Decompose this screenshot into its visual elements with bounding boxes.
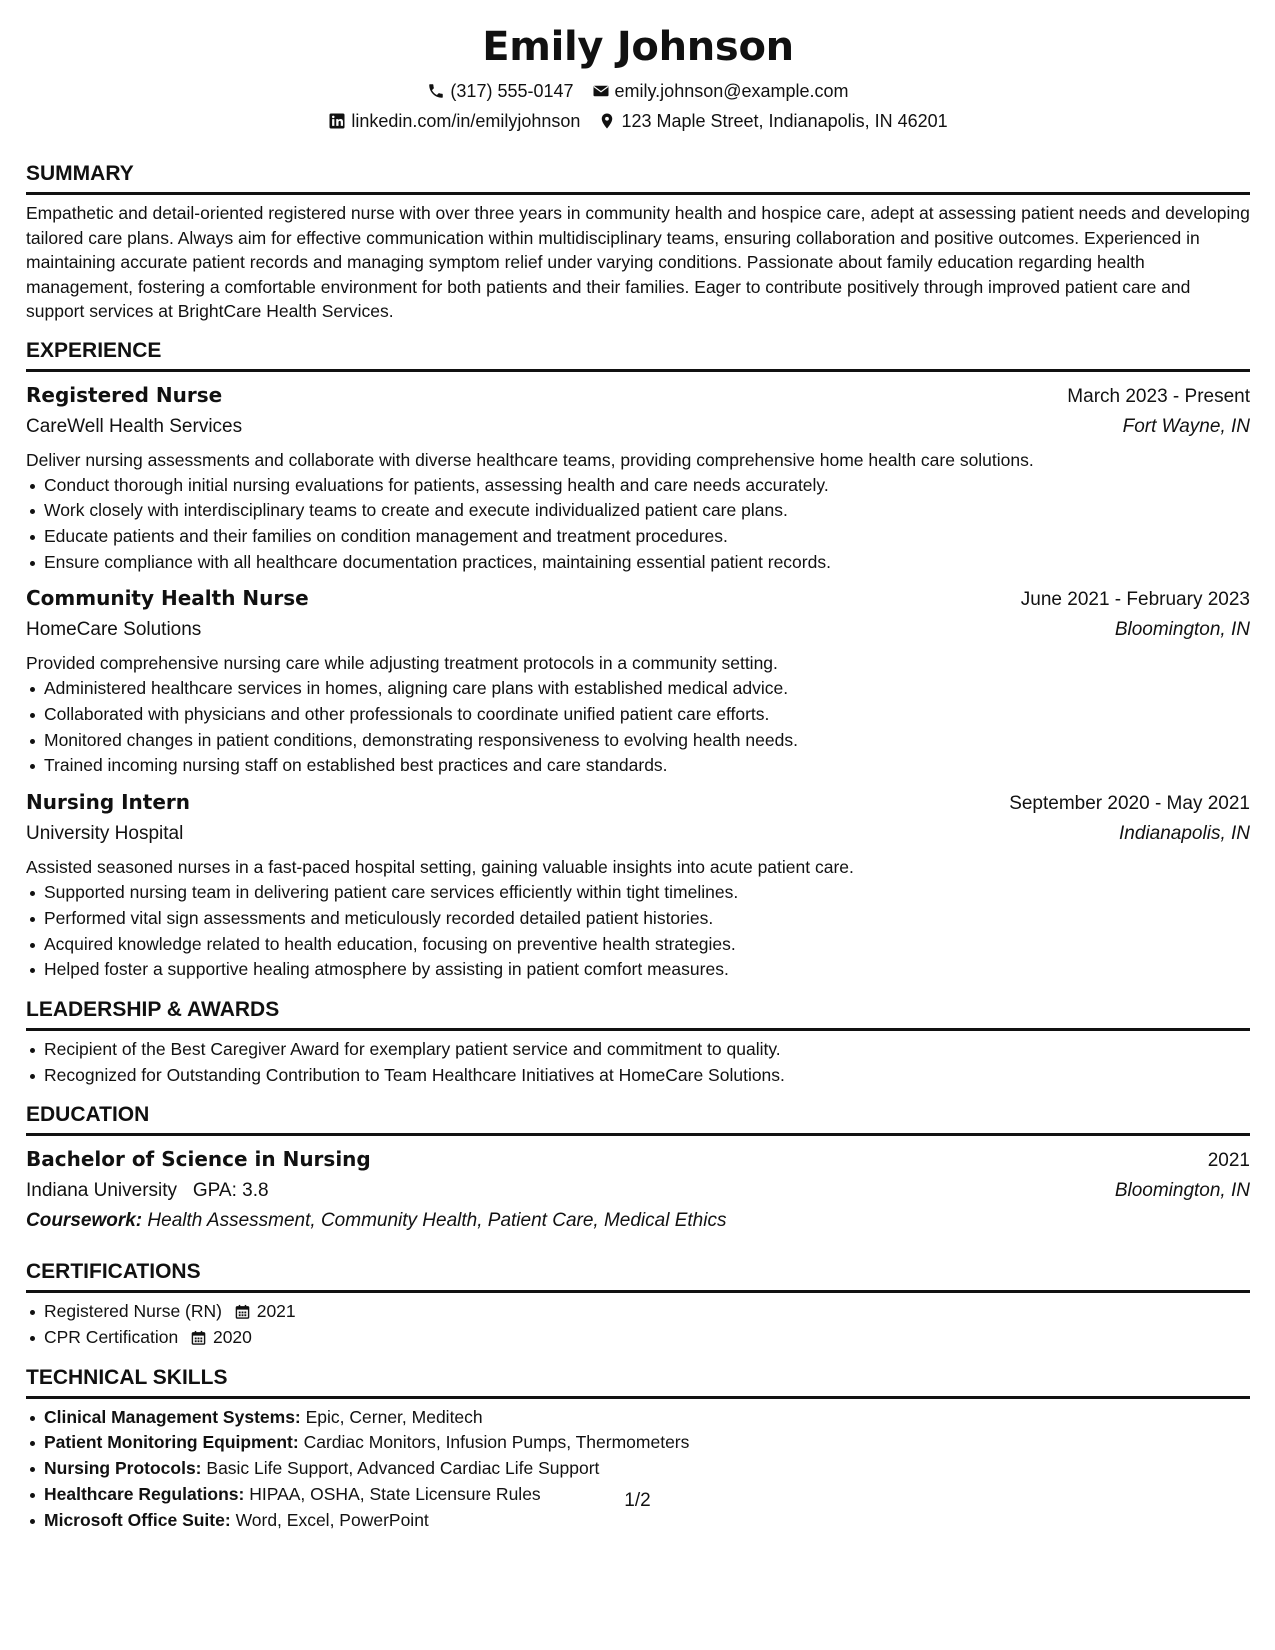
skill-value: Epic, Cerner, Meditech <box>305 1406 483 1427</box>
certification-year: 2020 <box>212 1327 252 1348</box>
experience-heading: EXPERIENCE <box>26 336 1250 372</box>
list-item: Performed vital sign assessments and meticulously recorded detailed patient histories. <box>44 906 1250 932</box>
job-title: Registered Nurse <box>26 382 223 407</box>
job-description: Provided comprehensive nursing care while adjusting treatment protocols in a community setting. <box>26 653 778 674</box>
job-bullets <box>26 676 1250 779</box>
job-bullets <box>26 473 1250 576</box>
school-line <box>26 1176 269 1206</box>
leadership-section <box>26 995 1250 1088</box>
phone-icon <box>427 82 445 100</box>
graduation-year: 2021 <box>1207 1150 1250 1172</box>
skill-value: Cardiac Monitors, Infusion Pumps, Thermometers <box>303 1432 690 1453</box>
job-entry <box>26 787 1250 983</box>
coursework-list: Health Assessment, Community Health, Patient Care, Medical Ethics <box>147 1210 727 1232</box>
list-item: Work closely with interdisciplinary teams to create and execute individualized patient care plans. <box>44 498 1250 524</box>
calendar-icon <box>235 1304 250 1319</box>
summary-text: Empathetic and detail-oriented registered nurse with over three years in community health and hospice care, adept at assessing patient needs and developing tailored care plans. Always aim for effective communication within multidisciplinary teams, ensuring collaboration and positive outcomes. Experienced in maintaining accurate patient records and managing symptom relief under varying conditions. Passionate about family education regarding health management, fostering a comfortable environment for both patients and their families. Eager to contribute positively through improved patient care and support services at BrightCare Health Services. <box>26 203 1250 321</box>
email-contact[interactable] <box>592 76 849 106</box>
contact-row-2 <box>26 106 1250 136</box>
certification-name: CPR Certification <box>44 1327 179 1348</box>
address-contact <box>598 106 947 136</box>
skills-heading: TECHNICAL SKILLS <box>26 1363 1250 1399</box>
experience-section <box>26 336 1250 983</box>
skill-value: Word, Excel, PowerPoint <box>235 1509 429 1530</box>
certifications-section <box>26 1257 1250 1350</box>
list-item <box>44 1405 1250 1431</box>
job-company: University Hospital <box>26 823 184 845</box>
list-item <box>44 1325 1250 1351</box>
job-dates: March 2023 - Present <box>1067 385 1250 407</box>
list-item: Monitored changes in patient conditions, demonstrating responsiveness to evolving health needs. <box>44 728 1250 754</box>
summary-heading: SUMMARY <box>26 159 1250 195</box>
page-number: 1/2 <box>624 1490 651 1511</box>
list-item: Educate patients and their families on condition management and treatment procedures. <box>44 524 1250 550</box>
list-item <box>44 1299 1250 1325</box>
skill-label: Clinical Management Systems: <box>44 1406 301 1427</box>
job-title: Nursing Intern <box>26 790 191 815</box>
list-item: Supported nursing team in delivering patient care services efficiently within tight timelines. <box>44 880 1250 906</box>
list-item: Trained incoming nursing staff on established best practices and care standards. <box>44 753 1250 779</box>
summary-section <box>26 159 1250 324</box>
coursework-label: Coursework: <box>26 1210 143 1232</box>
certification-name: Registered Nurse (RN) <box>44 1301 222 1322</box>
list-item <box>44 1456 1250 1482</box>
skill-value: HIPAA, OSHA, State Licensure Rules <box>249 1483 541 1504</box>
map-pin-icon <box>598 112 616 130</box>
list-item: Recipient of the Best Caregiver Award for exemplary patient service and commitment to quality. <box>44 1037 1250 1063</box>
list-item: Collaborated with physicians and other professionals to coordinate unified patient care efforts. <box>44 702 1250 728</box>
linkedin-text[interactable]: linkedin.com/in/emilyjohnson <box>351 111 581 131</box>
list-item: Helped foster a supportive healing atmosphere by assisting in patient comfort measures. <box>44 957 1250 983</box>
job-bullets <box>26 880 1250 983</box>
school-name: Indiana University <box>26 1180 178 1202</box>
list-item: Ensure compliance with all healthcare documentation practices, maintaining essential patient records. <box>44 550 1250 576</box>
job-title: Community Health Nurse <box>26 586 309 611</box>
calendar-icon <box>191 1330 206 1345</box>
leadership-heading: LEADERSHIP & AWARDS <box>26 995 1250 1031</box>
envelope-icon <box>592 82 610 100</box>
skills-list <box>26 1405 1250 1534</box>
certification-year: 2021 <box>256 1301 296 1322</box>
school-location: Bloomington, IN <box>1114 1180 1250 1202</box>
list-item: Administered healthcare services in homes, aligning care plans with established medical advice. <box>44 676 1250 702</box>
list-item: Recognized for Outstanding Contribution to Team Healthcare Initiatives at HomeCare Solutions. <box>44 1063 1250 1089</box>
job-location: Fort Wayne, IN <box>1122 415 1250 437</box>
resume-page <box>26 18 1250 1533</box>
education-section <box>26 1100 1250 1236</box>
certifications-heading: CERTIFICATIONS <box>26 1257 1250 1293</box>
job-dates: June 2021 - February 2023 <box>1020 589 1250 611</box>
education-heading: EDUCATION <box>26 1100 1250 1136</box>
address-text: 123 Maple Street, Indianapolis, IN 46201 <box>621 111 948 131</box>
email-text[interactable]: emily.johnson@example.com <box>614 81 849 101</box>
phone-text: (317) 555-0147 <box>450 81 574 101</box>
linkedin-contact[interactable] <box>328 106 580 136</box>
degree-title: Bachelor of Science in Nursing <box>26 1147 371 1172</box>
job-entry <box>26 380 1250 576</box>
gpa: GPA: 3.8 <box>192 1180 269 1202</box>
list-item: Acquired knowledge related to health education, focusing on preventive health strategies. <box>44 932 1250 958</box>
list-item: Conduct thorough initial nursing evaluations for patients, assessing health and care needs accurately. <box>44 473 1250 499</box>
job-location: Bloomington, IN <box>1114 619 1250 641</box>
skill-label: Healthcare Regulations: <box>44 1483 245 1504</box>
skill-label: Nursing Protocols: <box>44 1458 202 1479</box>
list-item <box>44 1430 1250 1456</box>
candidate-name: Emily Johnson <box>482 24 794 70</box>
job-description: Deliver nursing assessments and collaborate with diverse healthcare teams, providing comprehensive home health care solutions. <box>26 449 1034 470</box>
job-entry <box>26 583 1250 779</box>
education-entry <box>26 1144 1250 1236</box>
job-company: CareWell Health Services <box>26 415 243 437</box>
skill-label: Patient Monitoring Equipment: <box>44 1432 299 1453</box>
contact-row-1 <box>26 76 1250 106</box>
skill-value: Basic Life Support, Advanced Cardiac Life Support <box>206 1458 600 1479</box>
coursework-line <box>26 1206 1250 1236</box>
certifications-list <box>26 1299 1250 1350</box>
job-location: Indianapolis, IN <box>1119 823 1250 845</box>
job-company: HomeCare Solutions <box>26 619 202 641</box>
skill-label: Microsoft Office Suite: <box>44 1509 231 1530</box>
leadership-list <box>26 1037 1250 1088</box>
phone-contact <box>427 76 573 106</box>
job-description: Assisted seasoned nurses in a fast-paced hospital setting, gaining valuable insights into acute patient care. <box>26 857 854 878</box>
linkedin-icon <box>328 112 346 130</box>
job-dates: September 2020 - May 2021 <box>1009 793 1250 815</box>
